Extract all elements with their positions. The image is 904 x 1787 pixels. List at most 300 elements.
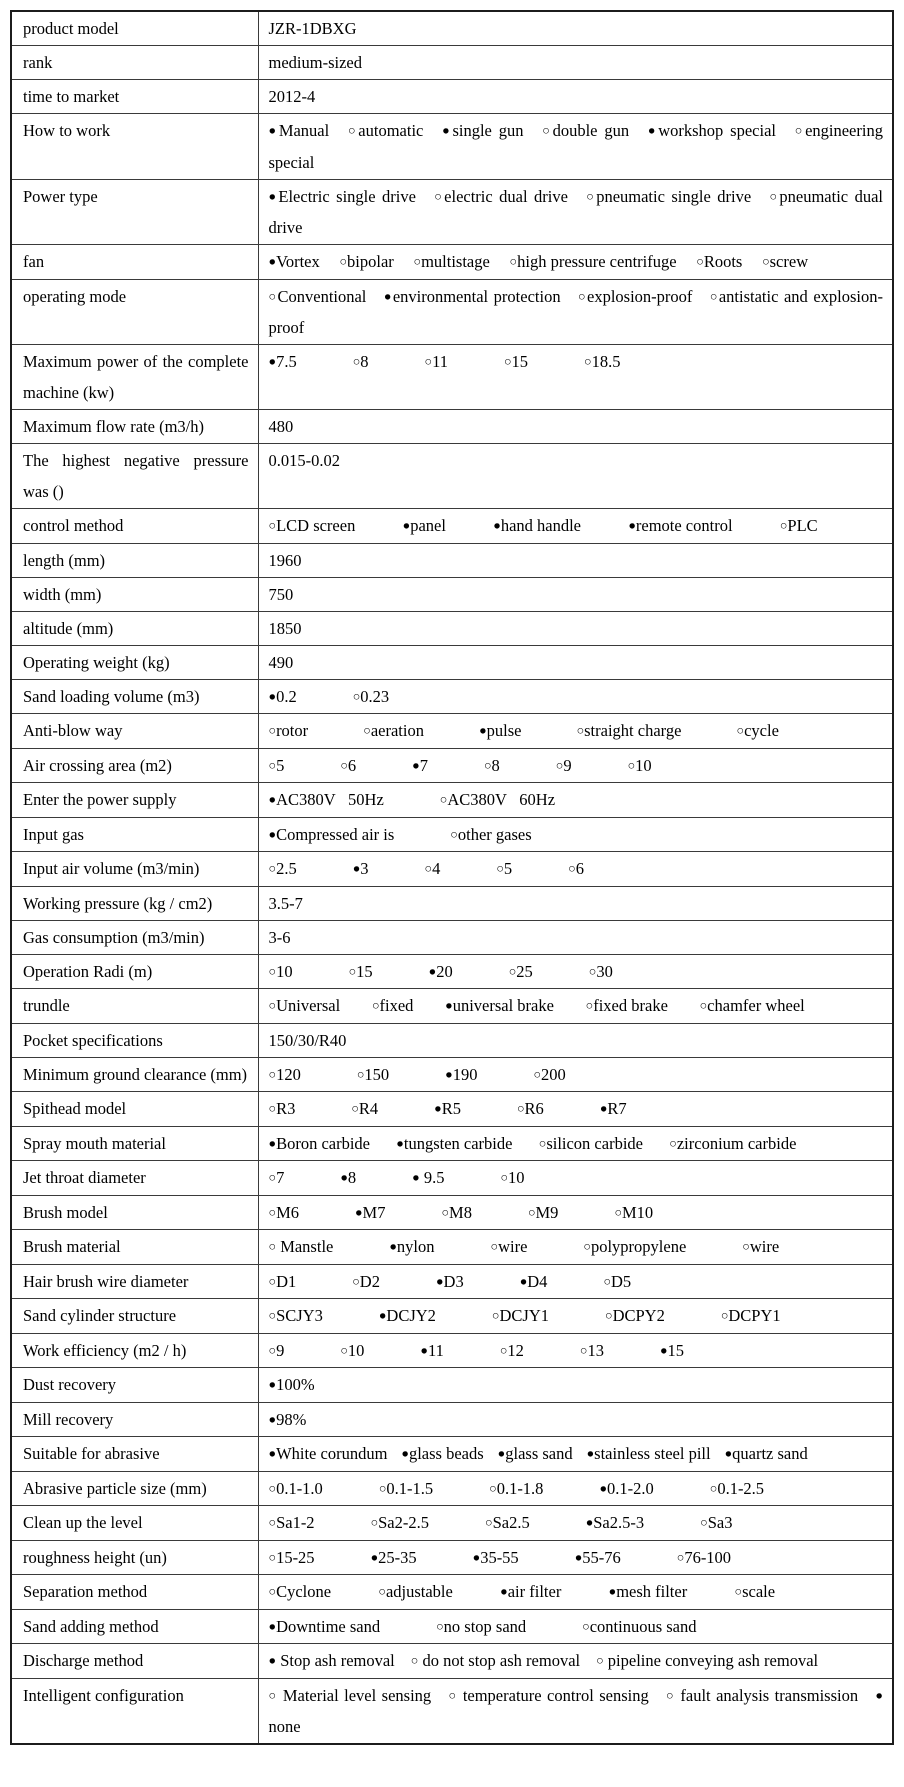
option <box>628 510 732 542</box>
option <box>447 1686 649 1705</box>
option <box>725 1438 808 1470</box>
option <box>269 956 293 988</box>
option-label: Downtime sand <box>276 1616 381 1636</box>
radio-empty-icon: ○ <box>496 861 504 876</box>
option-label: 35-55 <box>480 1547 519 1567</box>
option <box>269 121 330 140</box>
option <box>269 1128 371 1160</box>
option-label: Stop ash removal <box>276 1651 395 1670</box>
spec-label: Working pressure (kg / cm2) <box>11 886 258 920</box>
option-label: no stop sand <box>443 1616 527 1636</box>
radio-empty-icon: ○ <box>734 1584 743 1599</box>
option <box>412 750 428 782</box>
option <box>340 1162 356 1194</box>
option <box>269 287 367 306</box>
option-label: 4 <box>432 859 441 878</box>
option <box>269 715 309 747</box>
option <box>339 246 393 278</box>
radio-empty-icon: ○ <box>779 518 788 533</box>
spec-value <box>258 817 893 852</box>
option <box>351 1093 378 1125</box>
option <box>269 1507 315 1539</box>
spec-label: roughness height (un) <box>11 1540 258 1575</box>
radio-empty-icon: ○ <box>527 1205 536 1219</box>
option-label: double gun <box>552 121 630 140</box>
spec-value <box>258 1299 893 1334</box>
option <box>411 1651 580 1670</box>
option-label: LCD screen <box>276 516 356 535</box>
option-label: explosion-proof <box>587 286 693 306</box>
table-row <box>11 279 893 345</box>
radio-filled-icon: ● <box>445 998 453 1013</box>
spec-value <box>258 1092 893 1127</box>
option-label: pneumatic single drive <box>596 186 752 206</box>
spec-label: control method <box>11 509 258 544</box>
option-label: wire <box>749 1237 780 1256</box>
spec-label: Spithead model <box>11 1092 258 1127</box>
radio-empty-icon: ○ <box>603 1274 611 1288</box>
radio-empty-icon: ○ <box>576 289 587 303</box>
option <box>665 1686 858 1705</box>
option-label: 9 <box>563 755 572 775</box>
spec-value <box>258 279 893 345</box>
radio-empty-icon: ○ <box>508 964 517 978</box>
option <box>378 1576 452 1608</box>
radio-empty-icon: ○ <box>268 1067 277 1081</box>
option-label: 190 <box>452 1064 478 1084</box>
option <box>445 990 554 1022</box>
radio-empty-icon: ○ <box>538 1136 547 1150</box>
option-label: cycle <box>744 721 779 740</box>
spec-label: Abrasive particle size (mm) <box>11 1471 258 1506</box>
table-row <box>11 444 893 509</box>
spec-value-text: 480 <box>268 417 294 436</box>
radio-empty-icon: ○ <box>509 254 518 269</box>
spec-value <box>258 783 893 818</box>
spec-label: rank <box>11 46 258 80</box>
option <box>568 853 584 885</box>
option-label: 0.2 <box>276 686 297 706</box>
radio-empty-icon: ○ <box>491 1308 500 1323</box>
radio-empty-icon: ○ <box>669 1136 677 1150</box>
radio-empty-icon: ○ <box>699 998 708 1013</box>
option <box>539 1128 643 1160</box>
option <box>269 246 320 278</box>
option <box>269 1438 388 1470</box>
option <box>510 246 677 278</box>
radio-filled-icon: ● <box>724 1446 733 1461</box>
option <box>509 956 533 988</box>
option-label: environmental protection <box>392 286 561 306</box>
option-label: 7.5 <box>276 352 297 371</box>
option-label: R6 <box>524 1099 544 1118</box>
option <box>269 1542 315 1574</box>
option <box>609 1576 688 1608</box>
option-label: mesh filter <box>616 1582 688 1601</box>
option <box>584 187 751 206</box>
spec-label: width (mm) <box>11 577 258 611</box>
option <box>582 1611 696 1643</box>
option-label: Sa3 <box>707 1513 733 1532</box>
option <box>439 121 523 140</box>
spec-label: Spray mouth material <box>11 1126 258 1161</box>
option <box>577 287 693 306</box>
table-row <box>11 543 893 577</box>
spec-label: Power type <box>11 179 258 245</box>
spec-value <box>258 1575 893 1610</box>
option-label: Manual <box>278 121 330 140</box>
spec-value <box>258 989 893 1024</box>
option-label: continuous sand <box>589 1616 697 1636</box>
radio-empty-icon: ○ <box>568 861 576 876</box>
spec-label: Minimum ground clearance (mm) <box>11 1057 258 1092</box>
option <box>660 1335 684 1367</box>
spec-label: Operation Radi (m) <box>11 954 258 989</box>
spec-value <box>258 1195 893 1230</box>
option <box>269 819 395 851</box>
option-label: Conventional <box>277 286 367 306</box>
radio-empty-icon: ○ <box>489 1481 497 1495</box>
spec-label: Pocket specifications <box>11 1023 258 1057</box>
option-label: DCJY2 <box>386 1306 436 1325</box>
radio-empty-icon: ○ <box>268 861 277 876</box>
radio-empty-icon: ○ <box>345 123 359 138</box>
option-label: D1 <box>276 1271 297 1291</box>
spec-value <box>258 1161 893 1196</box>
table-row <box>11 1333 893 1368</box>
radio-empty-icon: ○ <box>424 354 433 369</box>
option-label: 6 <box>575 859 584 878</box>
option-label: 30 <box>596 961 613 981</box>
radio-empty-icon: ○ <box>576 723 585 738</box>
radio-filled-icon: ● <box>628 518 636 533</box>
radio-empty-icon: ○ <box>268 1205 277 1219</box>
spec-label: Clean up the level <box>11 1506 258 1541</box>
radio-empty-icon: ○ <box>268 998 277 1013</box>
radio-filled-icon: ● <box>402 518 411 533</box>
radio-filled-icon: ● <box>268 1653 277 1668</box>
radio-empty-icon: ○ <box>268 1550 277 1564</box>
radio-empty-icon: ○ <box>708 289 719 303</box>
option <box>504 346 528 378</box>
radio-empty-icon: ○ <box>268 1170 277 1185</box>
option <box>498 1438 573 1470</box>
option <box>353 681 389 713</box>
option-label: 150 <box>364 1064 390 1084</box>
option-label: 5 <box>503 859 513 878</box>
radio-empty-icon: ○ <box>483 758 492 772</box>
radio-filled-icon: ● <box>268 354 277 369</box>
option <box>269 784 384 816</box>
option-label: D5 <box>611 1271 632 1291</box>
spec-value-text: 1960 <box>268 550 302 570</box>
option-label: fault analysis transmission <box>674 1685 859 1705</box>
table-row <box>11 645 893 679</box>
option-label: R7 <box>607 1099 627 1118</box>
option-label: high pressure centrifuge <box>517 252 677 271</box>
option-label: 100% <box>276 1375 315 1394</box>
option-label: workshop special <box>658 121 776 140</box>
option-label: D4 <box>527 1271 548 1291</box>
option-label: 10 <box>276 961 293 981</box>
option-label: 7 <box>276 1168 285 1187</box>
option <box>599 1473 653 1505</box>
option-label: SCJY3 <box>276 1306 323 1325</box>
radio-empty-icon: ○ <box>431 189 445 203</box>
option-label: straight charge <box>584 721 682 740</box>
spec-value <box>258 1264 893 1299</box>
option-label: panel <box>410 516 446 535</box>
option-label: 8 <box>360 352 369 371</box>
spec-value <box>258 1609 893 1644</box>
radio-empty-icon: ○ <box>424 861 433 876</box>
spec-value-text: medium-sized <box>268 53 362 72</box>
option <box>485 1507 530 1539</box>
radio-empty-icon: ○ <box>439 792 448 807</box>
radio-filled-icon: ● <box>497 1446 506 1461</box>
spec-label: How to work <box>11 114 258 180</box>
option <box>269 1369 315 1401</box>
radio-filled-icon: ● <box>585 1515 594 1530</box>
table-row <box>11 920 893 954</box>
radio-empty-icon: ○ <box>268 758 277 772</box>
option <box>269 750 285 782</box>
radio-empty-icon: ○ <box>436 1619 444 1633</box>
radio-filled-icon: ● <box>268 189 279 203</box>
option <box>269 1197 299 1229</box>
radio-empty-icon: ○ <box>410 1653 419 1668</box>
option-label: Electric single drive <box>278 186 416 206</box>
option <box>372 990 413 1022</box>
option-label: antistatic and explosion-proof <box>268 286 883 337</box>
radio-empty-icon: ○ <box>584 354 592 369</box>
option-label: 13 <box>587 1340 604 1360</box>
option <box>425 346 448 378</box>
option <box>440 784 555 816</box>
spec-value <box>258 114 893 180</box>
option <box>436 1266 464 1298</box>
option <box>735 1576 776 1608</box>
option-label: D3 <box>443 1271 464 1291</box>
option-label: air filter <box>507 1582 562 1601</box>
radio-filled-icon: ● <box>396 1136 404 1150</box>
table-row <box>11 714 893 749</box>
option <box>517 1093 544 1125</box>
option <box>669 1128 796 1160</box>
option-label: temperature control sensing <box>457 1685 649 1705</box>
spec-label: Jet throat diameter <box>11 1161 258 1196</box>
table-row <box>11 1092 893 1127</box>
radio-empty-icon: ○ <box>503 354 512 369</box>
option-label: 0.1-2.5 <box>717 1478 765 1498</box>
radio-filled-icon: ● <box>268 254 277 269</box>
radio-empty-icon: ○ <box>742 1239 750 1254</box>
radio-empty-icon: ○ <box>352 689 361 703</box>
radio-empty-icon: ○ <box>268 1584 277 1599</box>
option-label: 8 <box>347 1168 357 1187</box>
option-label: R4 <box>358 1099 379 1118</box>
radio-filled-icon: ● <box>370 1550 379 1564</box>
option-label: 12 <box>507 1340 524 1360</box>
spec-label: Operating weight (kg) <box>11 645 258 679</box>
radio-empty-icon: ○ <box>582 1619 590 1633</box>
spec-value <box>258 444 893 509</box>
option-label: 200 <box>541 1064 566 1084</box>
option <box>269 1651 395 1670</box>
radio-empty-icon: ○ <box>588 964 597 978</box>
option-label: Sa1-2 <box>276 1513 315 1532</box>
option <box>491 1231 528 1263</box>
spec-label: Input air volume (m3/min) <box>11 852 258 887</box>
option <box>587 1438 711 1470</box>
option-label: fixed <box>379 996 414 1015</box>
option-label: 9 <box>276 1340 285 1360</box>
option <box>353 853 369 885</box>
radio-filled-icon: ● <box>435 1274 444 1288</box>
table-row <box>11 989 893 1024</box>
spec-value-text: 150/30/R40 <box>268 1030 347 1050</box>
spec-value <box>258 1540 893 1575</box>
option <box>496 853 512 885</box>
option-label: 0.23 <box>360 686 390 706</box>
option <box>489 1473 543 1505</box>
radio-filled-icon: ● <box>493 518 501 533</box>
option-label: 120 <box>276 1064 301 1084</box>
radio-filled-icon: ● <box>479 723 487 738</box>
option <box>584 346 620 378</box>
spec-value-text: 0.015-0.02 <box>268 451 340 470</box>
option-label: DCPY2 <box>612 1306 665 1325</box>
option <box>269 510 356 542</box>
option-label: 3 <box>360 859 369 878</box>
radio-empty-icon: ○ <box>268 723 277 738</box>
option-label: stainless steel pill <box>594 1444 711 1463</box>
option-label: 10 <box>635 755 652 775</box>
radio-empty-icon: ○ <box>268 964 277 978</box>
spec-value-text: 490 <box>268 652 294 672</box>
spec-value <box>258 577 893 611</box>
option-label: 18.5 <box>591 352 621 371</box>
option <box>492 1300 549 1332</box>
radio-empty-icon: ○ <box>378 1584 386 1599</box>
option <box>762 246 808 278</box>
table-row <box>11 1057 893 1092</box>
spec-value <box>258 1471 893 1506</box>
radio-filled-icon: ● <box>472 1550 481 1564</box>
option <box>500 1162 524 1194</box>
radio-empty-icon: ○ <box>268 1308 277 1323</box>
radio-empty-icon: ○ <box>533 1067 541 1081</box>
option <box>436 1611 526 1643</box>
table-row <box>11 611 893 645</box>
option-label: White corundum <box>276 1444 388 1463</box>
spec-label: Input gas <box>11 817 258 852</box>
option-label: chamfer wheel <box>707 996 805 1015</box>
option-label: glass beads <box>408 1444 484 1463</box>
spec-value <box>258 345 893 410</box>
option <box>269 1686 432 1705</box>
option <box>363 715 424 747</box>
option <box>269 853 297 885</box>
radio-empty-icon: ○ <box>583 189 597 203</box>
option-label: R5 <box>441 1099 461 1118</box>
option <box>589 956 613 988</box>
option <box>379 1473 433 1505</box>
option-label: M6 <box>276 1202 299 1222</box>
radio-empty-icon: ○ <box>348 964 357 978</box>
option <box>340 1335 364 1367</box>
option-label: multistage <box>421 252 490 271</box>
spec-value <box>258 1678 893 1744</box>
table-row <box>11 1575 893 1610</box>
option-label: 98% <box>276 1409 307 1429</box>
option-label: AC380V 60Hz <box>447 790 556 809</box>
spec-label: Discharge method <box>11 1644 258 1679</box>
option <box>484 750 500 782</box>
spec-value <box>258 410 893 444</box>
table-row <box>11 1299 893 1334</box>
radio-empty-icon: ○ <box>413 254 422 269</box>
option-label: 7 <box>419 755 428 775</box>
radio-filled-icon: ● <box>412 1170 420 1185</box>
spec-value <box>258 886 893 920</box>
option <box>528 1197 558 1229</box>
table-row <box>11 1230 893 1265</box>
option <box>269 990 341 1022</box>
spec-label: Brush material <box>11 1230 258 1265</box>
radio-filled-icon: ● <box>340 1170 348 1185</box>
spec-label: time to market <box>11 80 258 114</box>
option <box>371 1542 417 1574</box>
option <box>603 1266 631 1298</box>
spec-label: The highest negative pressure was () <box>11 444 258 509</box>
option-label: 10 <box>347 1340 365 1360</box>
spec-value <box>258 11 893 46</box>
spec-value <box>258 543 893 577</box>
option <box>479 715 521 747</box>
radio-empty-icon: ○ <box>447 1688 458 1702</box>
spec-value <box>258 1230 893 1265</box>
radio-empty-icon: ○ <box>736 723 745 738</box>
option-label: D2 <box>359 1271 380 1291</box>
radio-filled-icon: ● <box>268 1619 277 1633</box>
radio-empty-icon: ○ <box>268 289 278 303</box>
radio-filled-icon: ● <box>268 1446 277 1461</box>
radio-filled-icon: ● <box>268 1412 277 1426</box>
radio-empty-icon: ○ <box>555 758 564 772</box>
spec-value <box>258 1057 893 1092</box>
option <box>269 187 416 206</box>
option <box>269 1404 307 1436</box>
option <box>600 1093 627 1125</box>
option-label: Sa2-2.5 <box>378 1513 429 1532</box>
radio-empty-icon: ○ <box>579 1343 588 1357</box>
option <box>389 1231 434 1263</box>
option-label: 25 <box>516 961 533 981</box>
radio-empty-icon: ○ <box>539 123 553 138</box>
radio-filled-icon: ● <box>268 123 279 138</box>
radio-filled-icon: ● <box>659 1343 668 1357</box>
spec-value <box>258 1023 893 1057</box>
option-label: screw <box>769 252 809 271</box>
spec-label: Dust recovery <box>11 1368 258 1403</box>
spec-label: Suitable for abrasive <box>11 1437 258 1472</box>
option-label: none <box>268 1717 301 1736</box>
option-label: bipolar <box>347 252 394 271</box>
option-label: zirconium carbide <box>676 1133 797 1153</box>
option-label: Material level sensing <box>277 1685 432 1705</box>
option <box>742 1231 779 1263</box>
